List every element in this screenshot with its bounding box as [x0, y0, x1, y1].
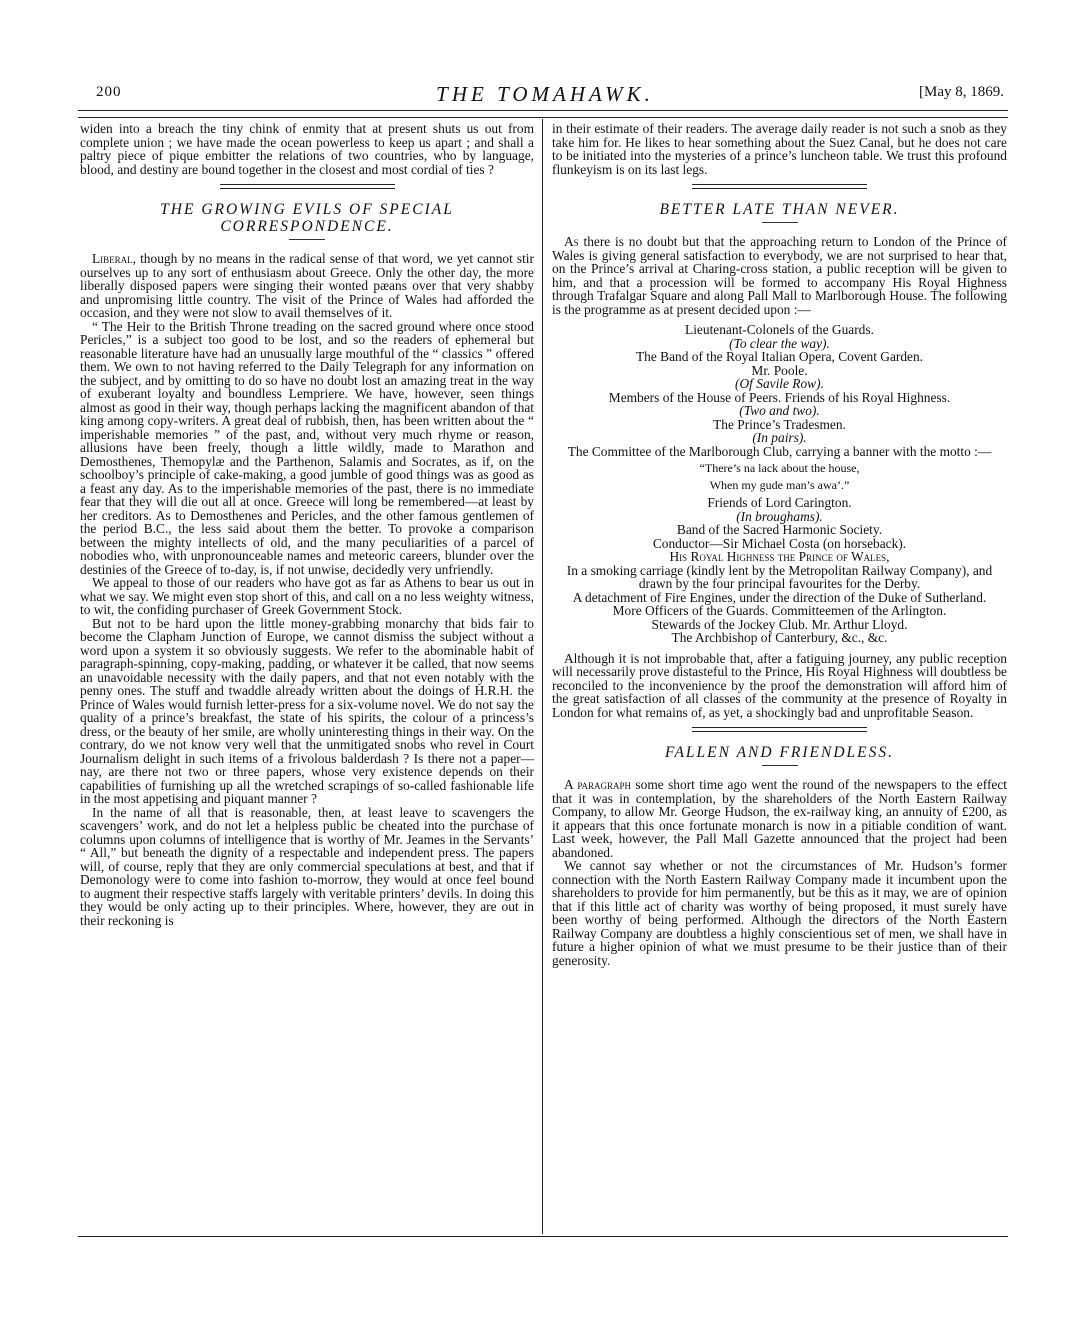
right-column [552, 122, 1007, 967]
article-paragraph: Liberal, though by no means in the radical sense of that word, we yet cannot stir ourselves up to any sort of enthusiasm about Greece. Only the other day, the more liberally disposed papers were singing their wonted pæans over that very shabby and unpromising little country. The visit of the Prince of Wales had afforded the occasion, and they were not slow to avail themselves of it. [80, 251, 534, 320]
article-heading-fallen: FALLEN AND FRIENDLESS. [664, 744, 895, 761]
column-divider [542, 119, 543, 1234]
procession-item: Friends of Lord Carington. [707, 495, 852, 510]
procession-item: The Archbishop of Canterbury, &c., &c. [671, 630, 888, 645]
procession-item: Conductor—Sir Michael Costa (on horseback). [652, 535, 907, 551]
procession-item: His Royal Highness the Prince of Wales, [669, 549, 890, 564]
article-paragraph: Although it is not improbable that, after a fatiguing journey, any public reception will necessarily prove distasteful to the Prince, His Royal Highness will doubtless be reconciled to the inconvenience by the proof the demonstration will afford him of the great satisfaction of all classes of the community at the presence of Royalty in London for what remains of, as yet, a shockingly bad and unprofitable Season. [552, 650, 1007, 720]
article-heading-special-correspondence: THE GROWING EVILS OF SPECIAL CORRESPONDENCE. [160, 201, 454, 235]
procession-note: (Of Savile Row). [735, 376, 824, 391]
motto-line: “There’s na lack about the house, [699, 461, 860, 475]
heading-rule [762, 765, 798, 766]
procession-item: The Band of the Royal Italian Opera, Covent Garden. [635, 349, 924, 364]
article-heading-better-late: BETTER LATE THAN NEVER. [659, 201, 900, 218]
left-column [80, 122, 534, 927]
header-rule-inner [78, 117, 1008, 118]
article-paragraph: In the name of all that is reasonable, then, at least leave to scavengers the scavengers’ work, and do not let a helpless public be cheated into the purchase of columns upon columns of intelligence that is worthy of Mr. Jeames in the Servants’ “ All,” but beneath the dignity of a respectable and independent press. The papers will, of course, reply that they are only commercial speculations at best, and that if Demonology were to come into fashion to-morrow, they would at once feel bound to augment their respective staffs largely with veritable printers’ devils. In doing this they would be only acting up to their principles. Where, however, they are out in their reckoning is [80, 804, 534, 928]
motto-line: When my gude man’s awa’.” [709, 478, 850, 492]
masthead-title: THE TOMAHAWK. [436, 82, 654, 106]
article-paragraph: A paragraph some short time ago went the round of the newspapers to the effect that it was in contemplation, by the shareholders of the North Eastern Railway Company, to allow Mr. George Hudson, the ex-railway king, an annuity of £200, as it appears that this once fortunate monarch is now in a pitiable condition of want. Last week, however, the Pall Mall Gazette announced that the project had been abandoned. [552, 777, 1008, 860]
article-paragraph: We cannot say whether or not the circumstances of Mr. Hudson’s former connection with the North Eastern Railway Company made it incumbent upon the shareholders to provide for him permanently, but be this as it may, we are of opinion that if this little act of charity was worthy of being proposed, it must surely have been worthy of being performed. Although the directors of the North Eastern Railway Company are doubtless a highly conscientious set of men, we shall have in future a higher opinion of what we must presume to be their justice than of their generosity. [552, 858, 1007, 968]
page-header [80, 82, 1010, 108]
procession-item: Mr. Poole. [751, 362, 808, 378]
continued-paragraph: widen into a breach the tiny chink of enmity that at present shuts us out from complete union ; we have made the ocean powerless to keep us apart ; and shall a paltry piece of pique embitter the relations of two countries, who by language, blood, and destiny are bound together in the closest and most cordial of ties ? [80, 121, 534, 177]
article-paragraph: But not to be hard upon the little money-grabbing monarchy that bids fair to become the Clapham Junction of Europe, we cannot dismiss the subject without a word upon a system it so obviously suggests. We refer to the abominable habit of paragraph-spinning, copy-making, padding, or whatever it be called, that now seems an unavoidable necessity with the daily papers, and that not even notably with the penny ones. The stuff and twaddle already written about the doings of H.R.H. the Prince of Wales would furnish letter-press for a six-volume novel. We do not say the quality of a prince’s breakfast, the state of his spirits, the colour of a princess’s dress, or the beauty of her smile, are wholly uninteresting things in their way. On the contrary, do we not know very well that the unmitigated snobs who revel in Court Journalism delight in such items of a frivolous balderdash ? Is there not a paper—nay, are there not two or three papers, whose very existence depends on their capabilities of furnishing up all the wretched scrapings of so-called fashionable life in the most appetising and piquant manner ? [80, 615, 534, 806]
procession-item: More Officers of the Guards. Committeemen of the Arlington. [612, 603, 947, 618]
procession-item: In a smoking carriage (kindly lent by the Metropolitan Railway Company), and drawn by the four principal favourites for the Derby. [566, 562, 993, 591]
procession-item: The Prince’s Tradesmen. [713, 416, 846, 432]
procession-item: Members of the House of Peers. Friends of his Royal Highness. [608, 389, 951, 405]
procession-note: (In pairs). [752, 430, 807, 445]
section-divider [692, 184, 867, 189]
issue-date: [May 8, 1869. [919, 84, 1004, 100]
procession-note: (To clear the way). [729, 335, 830, 351]
header-rule [78, 110, 1008, 111]
article-paragraph: As there is no doubt but that the approaching return to London of the Prince of Wales is giving general satisfaction to everybody, we are not surprised to hear that, on the Prince’s arrival at Charing-cross station, a public reception will be given to him, and that a procession will be formed to accompany His Royal Highness through Trafalgar Square and along Pall Mall to Marlborough House. The following is the programme as at present decided upon :— [552, 234, 1007, 317]
heading-rule [762, 222, 798, 223]
procession-item: Band of the Sacred Harmonic Society. [676, 522, 883, 537]
procession-item: Stewards of the Jockey Club. Mr. Arthur Lloyd. [651, 616, 908, 632]
procession-item: Lieutenant-Colonels of the Guards. [685, 322, 874, 337]
article-paragraph: We appeal to those of our readers who have got as far as Athens to bear us out in what we say. We might even stop short of this, and call on a no less weighty witness, to wit, the confiding purchaser of Greek Government Stock. [80, 575, 534, 617]
footer-rule [78, 1236, 1008, 1237]
procession-note: (In broughams). [736, 508, 823, 524]
procession-item: A detachment of Fire Engines, under the direction of the Duke of Sutherland. [572, 589, 987, 605]
procession-item: The Committee of the Marlborough Club, carrying a banner with the motto :— [567, 443, 992, 459]
section-divider [220, 184, 395, 189]
page-number: 200 [96, 84, 122, 100]
heading-rule [289, 239, 325, 240]
section-divider [692, 727, 867, 732]
continued-paragraph: in their estimate of their readers. The average daily reader is not such a snob as they take him for. He likes to hear something about the Suez Canal, but he does not care to be initiated into the mysteries of a prince’s luncheon table. We trust this profound flunkeyism is on its last legs. [552, 121, 1007, 177]
procession-note: (Two and two). [739, 403, 820, 418]
article-paragraph: “ The Heir to the British Throne treading on the sacred ground where once stood Pericles,” is a subject too good to be lost, and so the readers of ephemeral but reasonable literature have had an unusually large mouthful of the “ classics ” offered them. We own to not having referred to the Daily Telegraph for any information on the subject, and by omitting to do so have no doubt lost an amazing treat in the way of exuberant loyalty and boundless Lempriere. We have, however, seen things almost as good in their way, though perhaps lacking the magnificent abandon of that king among copy-writers. A great deal of rubbish, then, has been written about the “ imperishable memories ” of the past, and, without very much rhyme or reason, allusions have been freely, though a little wildly, made to Marathon and Demosthenes, Themopylæ and the Parthenon, Salamis and Socrates, as if, on the schoolboy’s principle of cake-making, a good jumble of good things was as good as a feast any day. As to the imperishable memories of the past, there is no immediate fear that they will die out all at once. Greece will long be remembered—at least by her creditors. As to Demosthenes and Pericles, and the other famous gentlemen of the period B.C., the less said about them the better. To provoke a comparison between the mighty intellects of old, and the many peculiarities of a parcel of nobodies who, with unpronounceable names and meteoric careers, blunder over the destinies of the Greece of to-day, is, if not unwise, decidedly very unfriendly. [80, 318, 534, 577]
